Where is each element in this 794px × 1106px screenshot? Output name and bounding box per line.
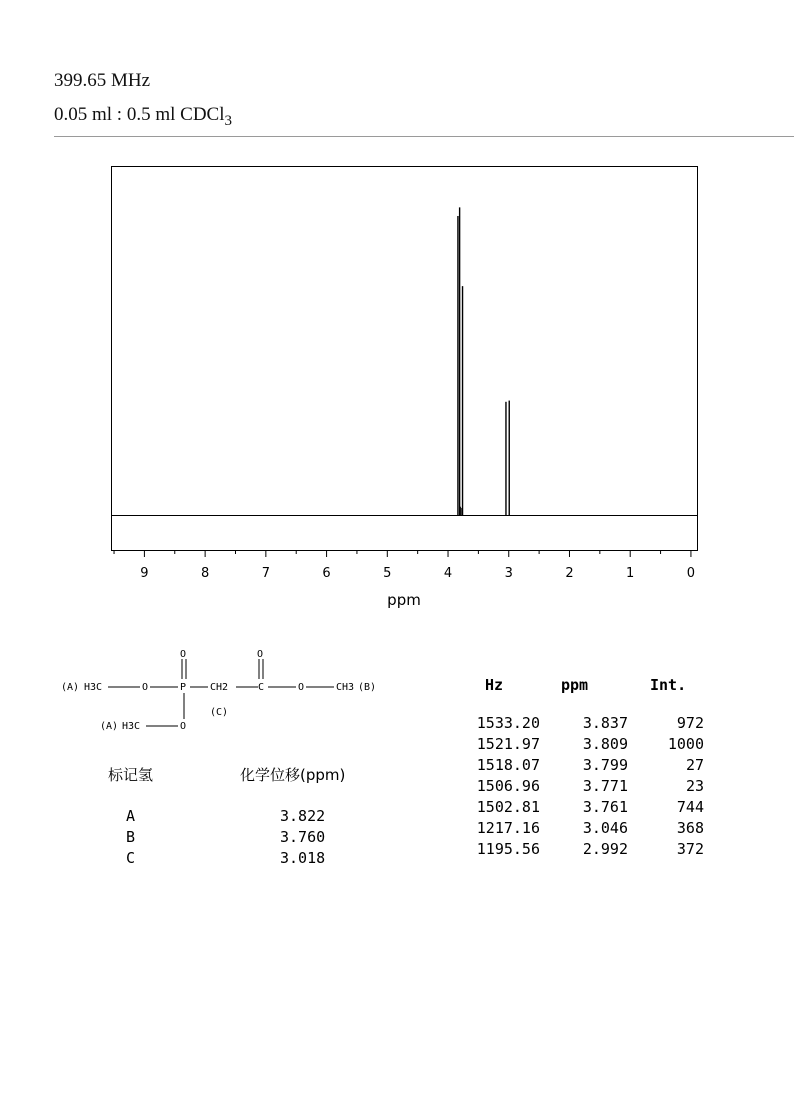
peak-table-cell-int: 368 (676, 819, 704, 837)
x-axis-ticks (114, 550, 691, 557)
chemical-structure (58, 645, 398, 740)
oxygen-1: O (142, 682, 149, 693)
x-tick-label: 0 (686, 566, 696, 581)
x-axis-label: ppm (387, 591, 421, 609)
assignment-shift-b: 3.760 (280, 828, 326, 846)
x-tick-label: 8 (200, 566, 210, 581)
spectrometer-frequency: 399.65 MHz (54, 70, 151, 91)
label-a-bottom: (A) (100, 721, 119, 732)
x-tick-label: 4 (443, 566, 453, 581)
peak-table-header-ppm: ppm (561, 676, 589, 694)
assignment-label-b: B (126, 828, 136, 846)
h3c-top: H3C (84, 682, 103, 693)
oxygen-c-double: O (257, 649, 264, 660)
x-axis-tick-labels (140, 566, 695, 581)
sample-description (54, 104, 232, 130)
peak-table-cell-int: 372 (676, 840, 704, 858)
peak-table-cell-hz: 1521.97 (476, 735, 540, 753)
peak-table-cell-hz: 1533.20 (476, 714, 540, 732)
spectrum-peaks (458, 207, 509, 515)
peak-table-cell-int: 1000 (667, 735, 704, 753)
peak-table-cell-hz: 1195.56 (476, 840, 540, 858)
peak-table-cell-int: 744 (676, 798, 704, 816)
oxygen-2: O (180, 721, 187, 732)
peak-table-cell-hz: 1502.81 (476, 798, 540, 816)
x-tick-label: 7 (261, 566, 270, 581)
plot-frame (112, 167, 698, 551)
peak-table-cell-int: 972 (676, 714, 704, 732)
assignment-header-shift: 化学位移(ppm) (240, 766, 346, 784)
oxygen-p-double: O (180, 649, 187, 660)
x-tick-label: 6 (322, 566, 331, 581)
x-tick-label: 9 (140, 566, 149, 581)
x-tick-label: 2 (565, 566, 574, 581)
h3c-bottom: H3C (122, 721, 141, 732)
peak-table-cell-ppm: 3.046 (582, 819, 628, 837)
x-tick-label: 5 (383, 566, 392, 581)
ch3-group: CH3 (336, 682, 355, 693)
assignment-label-a: A (126, 807, 136, 825)
peak-table-cell-ppm: 3.809 (582, 735, 628, 753)
peak-table-cell-ppm: 3.761 (582, 798, 628, 816)
peak-table-cell-ppm: 2.992 (582, 840, 628, 858)
peak-table-header-int: Int. (650, 676, 687, 694)
peak-table-cell-ppm: 3.771 (582, 777, 628, 795)
x-tick-label: 3 (504, 566, 513, 581)
label-c: (C) (210, 707, 229, 718)
nmr-spectrum-chart (0, 150, 794, 620)
phosphorus: P (180, 682, 187, 693)
label-a-top: (A) (61, 682, 80, 693)
label-b: (B) (358, 682, 377, 693)
peak-table-cell-int: 23 (685, 777, 704, 795)
ch2-group: CH2 (210, 682, 229, 693)
peak-table-cell-int: 27 (685, 756, 704, 774)
peak-table-cell-ppm: 3.837 (582, 714, 628, 732)
assignment-label-c: C (126, 849, 136, 867)
header-divider (54, 136, 794, 137)
peak-table-cell-hz: 1506.96 (476, 777, 540, 795)
peak-table-cell-hz: 1217.16 (476, 819, 540, 837)
x-tick-label: 1 (626, 566, 635, 581)
carbonyl-carbon: C (258, 682, 265, 693)
assignment-header-label: 标记氢 (108, 766, 154, 784)
assignment-shift-a: 3.822 (280, 807, 326, 825)
sample-subscript: 3 (224, 112, 232, 129)
peak-table-header-hz: Hz (485, 676, 504, 694)
peak-table-cell-hz: 1518.07 (476, 756, 540, 774)
sample-text: 0.05 ml : 0.5 ml CDCl (54, 104, 225, 125)
oxygen-ester: O (298, 682, 305, 693)
peak-table-cell-ppm: 3.799 (582, 756, 628, 774)
assignment-shift-c: 3.018 (280, 849, 326, 867)
